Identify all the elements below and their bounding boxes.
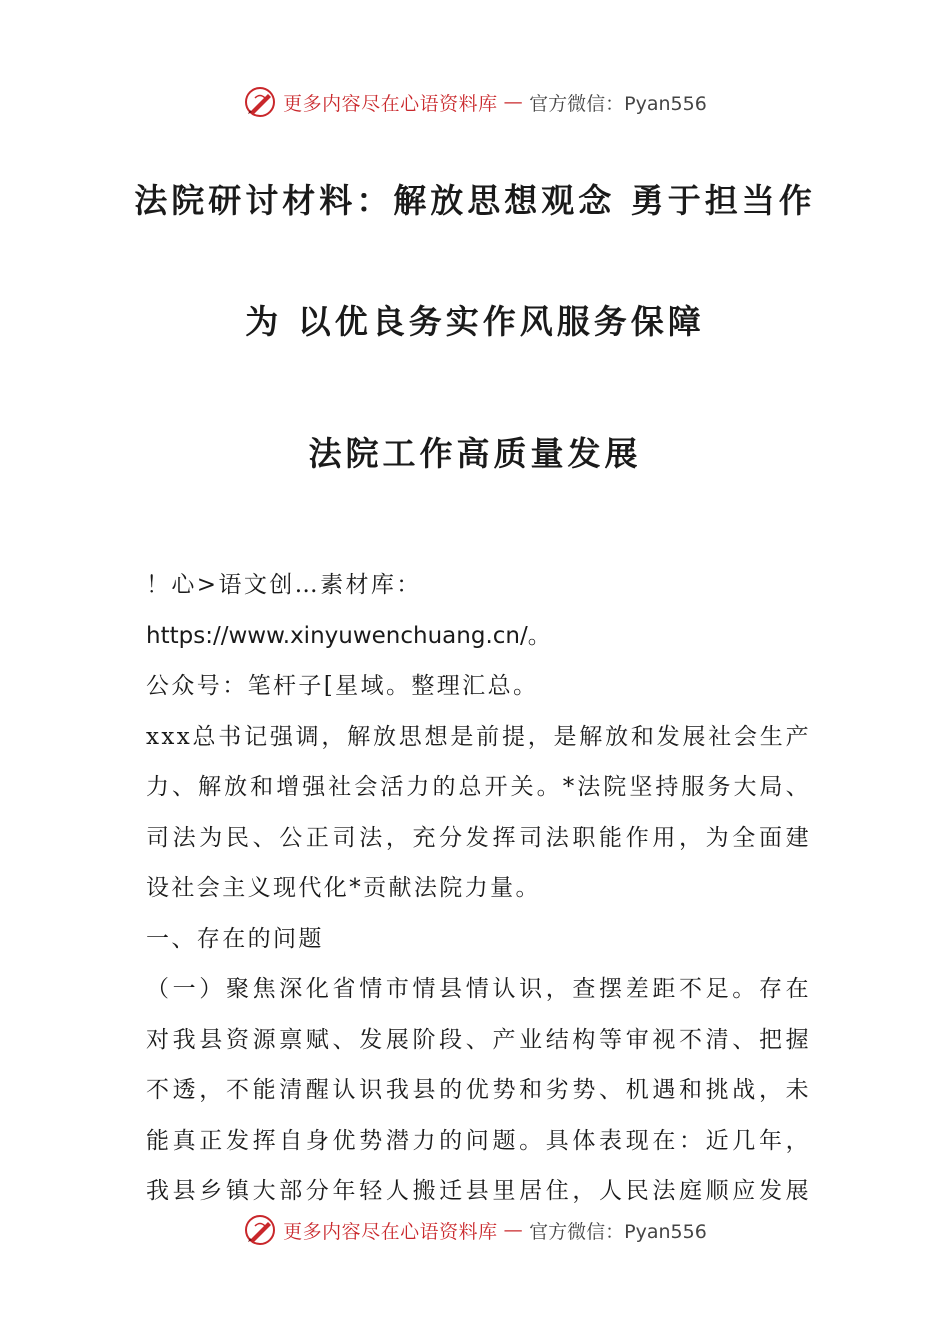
public-account-line: 公众号：笔杆子[星域。整理汇总。 [146, 673, 539, 699]
title-line-2: 为 以优良务实作风服务保障 [245, 302, 705, 341]
paragraph-line: 对我县资源禀赋、发展阶段、产业结构等审视不清、把握 [146, 1026, 811, 1053]
paragraph-line: 能真正发挥自身优势潜力的问题。具体表现在：近几年， [146, 1127, 811, 1154]
source-url: https://www.xinyuwenchuang.cn/ [146, 622, 528, 649]
source-line [146, 560, 811, 661]
pen-logo-icon [243, 85, 277, 119]
paragraph-line: 司法为民、公正司法，充分发挥司法职能作用，为全面建 [146, 824, 811, 851]
title-line-3: 法院工作高质量发展 [308, 434, 642, 473]
paragraph-line: 不透，不能清醒认识我县的优势和劣势、机遇和挑战，未 [146, 1077, 811, 1103]
watermark-banner-bottom [0, 1210, 950, 1250]
paragraph-line: xxx总书记强调，解放思想是前提，是解放和发展社会生产 [146, 723, 811, 750]
title-line-1: 法院研讨材料：解放思想观念 勇于担当作 [134, 181, 816, 220]
source-prefix: ！心>语文创…素材库： [146, 572, 422, 598]
paragraph-line: 我县乡镇大部分年轻人搬迁县里居住，人民法庭顺应发展 [146, 1178, 811, 1204]
source-suffix: 。 [527, 622, 554, 649]
paragraph-line: （一）聚焦深化省情市情县情认识，查摆差距不足。存在 [146, 976, 811, 1002]
watermark-wechat: 官方微信：Pyan556 [529, 92, 707, 115]
watermark-separator: — [503, 1219, 524, 1241]
watermark-separator: — [503, 91, 524, 113]
watermark-text: 更多内容尽在心语资料库 [283, 1220, 498, 1243]
paragraph-line: 设社会主义现代化*贡献法院力量。 [146, 875, 541, 901]
paragraph-line: 力、解放和增强社会活力的总开关。*法院坚持服务大局、 [146, 774, 811, 800]
section-heading: 一、存在的问题 [146, 925, 324, 952]
document-body [146, 560, 811, 1217]
watermark-wechat: 官方微信：Pyan556 [529, 1220, 707, 1243]
pen-logo-icon [243, 1213, 277, 1247]
watermark-banner-top [0, 82, 950, 122]
watermark-text: 更多内容尽在心语资料库 [283, 92, 498, 115]
